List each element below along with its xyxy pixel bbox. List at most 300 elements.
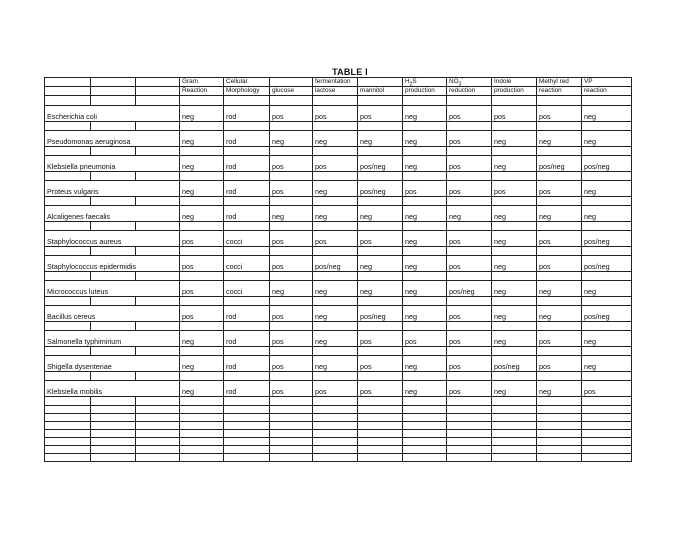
result-cell: neg bbox=[537, 281, 582, 297]
empty-cell bbox=[313, 172, 358, 181]
result-cell: pos bbox=[537, 106, 582, 122]
result-cell: neg bbox=[180, 131, 224, 147]
result-cell: neg bbox=[313, 181, 358, 197]
result-cell: pos bbox=[537, 256, 582, 272]
empty-cell bbox=[403, 147, 447, 156]
header-cell: mannitol bbox=[358, 87, 403, 96]
empty-cell bbox=[224, 272, 270, 281]
empty-cell bbox=[45, 422, 91, 430]
empty-cell bbox=[492, 322, 537, 331]
empty-cell bbox=[492, 122, 537, 131]
empty-cell bbox=[582, 147, 632, 156]
result-cell: neg bbox=[403, 381, 447, 397]
result-cell: rod bbox=[224, 306, 270, 322]
result-cell: neg bbox=[313, 356, 358, 372]
empty-cell bbox=[447, 430, 492, 438]
result-cell: neg bbox=[180, 181, 224, 197]
result-cell: neg bbox=[180, 106, 224, 122]
empty-cell bbox=[403, 122, 447, 131]
empty-cell bbox=[136, 422, 180, 430]
result-cell: neg bbox=[492, 131, 537, 147]
result-cell: pos bbox=[270, 356, 313, 372]
empty-cell bbox=[358, 397, 403, 406]
result-cell: pos bbox=[270, 331, 313, 347]
result-cell: neg bbox=[492, 256, 537, 272]
empty-cell bbox=[45, 438, 91, 446]
empty-cell bbox=[270, 438, 313, 446]
empty-cell bbox=[582, 438, 632, 446]
result-cell: neg bbox=[403, 306, 447, 322]
empty-cell bbox=[91, 438, 136, 446]
result-cell: pos/neg bbox=[537, 156, 582, 172]
result-cell: pos bbox=[537, 356, 582, 372]
result-cell: rod bbox=[224, 381, 270, 397]
empty-cell bbox=[136, 347, 180, 356]
empty-cell bbox=[358, 96, 403, 106]
empty-cell bbox=[313, 322, 358, 331]
empty-cell bbox=[492, 272, 537, 281]
empty-cell bbox=[582, 397, 632, 406]
empty-cell bbox=[91, 406, 136, 414]
empty-cell bbox=[358, 430, 403, 438]
blank-row bbox=[45, 414, 632, 422]
empty-cell bbox=[313, 430, 358, 438]
empty-cell bbox=[224, 446, 270, 454]
result-cell: neg bbox=[582, 356, 632, 372]
empty-cell bbox=[537, 247, 582, 256]
empty-cell bbox=[537, 222, 582, 231]
empty-cell bbox=[180, 172, 224, 181]
empty-cell bbox=[270, 347, 313, 356]
empty-cell bbox=[537, 347, 582, 356]
organism-name: Klebsiella pneumonia bbox=[45, 156, 180, 172]
organism-name: Escherichia coli bbox=[45, 106, 180, 122]
result-cell: neg bbox=[492, 156, 537, 172]
empty-cell bbox=[582, 96, 632, 106]
result-cell: neg bbox=[582, 331, 632, 347]
spacer-row bbox=[45, 272, 632, 281]
empty-cell bbox=[358, 414, 403, 422]
header-cell: Reaction bbox=[180, 87, 224, 96]
empty-cell bbox=[403, 454, 447, 462]
empty-cell bbox=[180, 430, 224, 438]
empty-cell bbox=[180, 372, 224, 381]
result-cell: neg bbox=[180, 156, 224, 172]
empty-cell bbox=[492, 446, 537, 454]
result-cell: pos bbox=[180, 256, 224, 272]
table-title: TABLE I bbox=[332, 67, 368, 77]
result-cell: pos bbox=[270, 106, 313, 122]
empty-cell bbox=[180, 347, 224, 356]
header-cell: lactose bbox=[313, 87, 358, 96]
empty-cell bbox=[492, 347, 537, 356]
header-cell: reaction bbox=[537, 87, 582, 96]
empty-cell bbox=[537, 406, 582, 414]
empty-cell bbox=[403, 372, 447, 381]
empty-cell bbox=[403, 446, 447, 454]
empty-cell bbox=[582, 372, 632, 381]
empty-cell bbox=[447, 197, 492, 206]
result-cell: pos bbox=[270, 306, 313, 322]
blank-row bbox=[45, 438, 632, 446]
header-cell: Indole bbox=[492, 78, 537, 87]
empty-cell bbox=[537, 438, 582, 446]
header-cell: Methyl red bbox=[537, 78, 582, 87]
empty-cell bbox=[492, 372, 537, 381]
empty-cell bbox=[447, 414, 492, 422]
empty-cell bbox=[492, 147, 537, 156]
empty-cell bbox=[224, 438, 270, 446]
empty-cell bbox=[91, 222, 136, 231]
result-cell: pos bbox=[180, 231, 224, 247]
empty-cell bbox=[91, 247, 136, 256]
table-row bbox=[45, 281, 632, 297]
spacer-row bbox=[45, 347, 632, 356]
spacer-row bbox=[45, 397, 632, 406]
empty-cell bbox=[270, 322, 313, 331]
empty-cell bbox=[313, 422, 358, 430]
empty-cell bbox=[270, 172, 313, 181]
empty-cell bbox=[45, 272, 91, 281]
result-cell: neg bbox=[358, 206, 403, 222]
header-cell bbox=[136, 78, 180, 87]
empty-cell bbox=[447, 347, 492, 356]
header-cell bbox=[45, 78, 91, 87]
empty-cell bbox=[224, 197, 270, 206]
empty-cell bbox=[358, 406, 403, 414]
empty-cell bbox=[224, 454, 270, 462]
table-row bbox=[45, 181, 632, 197]
empty-cell bbox=[537, 322, 582, 331]
empty-cell bbox=[45, 372, 91, 381]
blank-row bbox=[45, 454, 632, 462]
empty-cell bbox=[270, 372, 313, 381]
spacer-row bbox=[45, 322, 632, 331]
header-cell: reduction bbox=[447, 87, 492, 96]
blank-row bbox=[45, 430, 632, 438]
empty-cell bbox=[582, 347, 632, 356]
empty-cell bbox=[136, 397, 180, 406]
empty-cell bbox=[270, 122, 313, 131]
header-cell bbox=[270, 78, 313, 87]
empty-cell bbox=[45, 222, 91, 231]
result-cell: pos/neg bbox=[582, 306, 632, 322]
empty-cell bbox=[313, 96, 358, 106]
header-cell: Gram bbox=[180, 78, 224, 87]
empty-cell bbox=[403, 406, 447, 414]
spacer-row bbox=[45, 372, 632, 381]
table-row bbox=[45, 356, 632, 372]
empty-cell bbox=[91, 430, 136, 438]
empty-cell bbox=[492, 247, 537, 256]
header-row-2 bbox=[45, 87, 632, 96]
empty-cell bbox=[136, 122, 180, 131]
organism-name: Alcaligenes faecalis bbox=[45, 206, 180, 222]
empty-cell bbox=[313, 297, 358, 306]
empty-cell bbox=[447, 438, 492, 446]
empty-cell bbox=[45, 96, 91, 106]
empty-cell bbox=[313, 197, 358, 206]
result-cell: pos bbox=[447, 256, 492, 272]
table-row bbox=[45, 206, 632, 222]
empty-cell bbox=[492, 222, 537, 231]
empty-cell bbox=[136, 446, 180, 454]
spacer-row bbox=[45, 222, 632, 231]
empty-cell bbox=[91, 397, 136, 406]
empty-cell bbox=[582, 446, 632, 454]
result-cell: pos/neg bbox=[492, 356, 537, 372]
empty-cell bbox=[91, 454, 136, 462]
result-cell: pos/neg bbox=[582, 231, 632, 247]
result-cell: pos bbox=[313, 231, 358, 247]
empty-cell bbox=[91, 96, 136, 106]
empty-cell bbox=[45, 397, 91, 406]
empty-cell bbox=[492, 96, 537, 106]
empty-cell bbox=[447, 454, 492, 462]
empty-cell bbox=[582, 197, 632, 206]
empty-cell bbox=[180, 414, 224, 422]
empty-cell bbox=[91, 322, 136, 331]
result-cell: pos bbox=[358, 331, 403, 347]
result-cell: cocci bbox=[224, 281, 270, 297]
empty-cell bbox=[224, 414, 270, 422]
empty-cell bbox=[91, 446, 136, 454]
empty-cell bbox=[270, 147, 313, 156]
empty-cell bbox=[91, 122, 136, 131]
result-cell: pos bbox=[358, 106, 403, 122]
empty-cell bbox=[492, 197, 537, 206]
empty-cell bbox=[270, 272, 313, 281]
empty-cell bbox=[358, 172, 403, 181]
empty-cell bbox=[224, 347, 270, 356]
result-cell: cocci bbox=[224, 256, 270, 272]
empty-cell bbox=[180, 322, 224, 331]
empty-cell bbox=[358, 372, 403, 381]
empty-cell bbox=[313, 272, 358, 281]
empty-cell bbox=[45, 297, 91, 306]
empty-cell bbox=[270, 446, 313, 454]
result-cell: neg bbox=[313, 281, 358, 297]
result-cell: neg bbox=[180, 356, 224, 372]
empty-cell bbox=[45, 122, 91, 131]
empty-cell bbox=[45, 172, 91, 181]
empty-cell bbox=[537, 446, 582, 454]
empty-cell bbox=[582, 222, 632, 231]
empty-cell bbox=[447, 147, 492, 156]
result-cell: pos bbox=[447, 331, 492, 347]
empty-cell bbox=[358, 446, 403, 454]
empty-cell bbox=[447, 272, 492, 281]
blank-row bbox=[45, 406, 632, 414]
empty-cell bbox=[136, 197, 180, 206]
result-cell: pos/neg bbox=[447, 281, 492, 297]
result-cell: rod bbox=[224, 206, 270, 222]
empty-cell bbox=[91, 147, 136, 156]
empty-cell bbox=[537, 147, 582, 156]
result-cell: pos bbox=[447, 156, 492, 172]
result-cell: neg bbox=[582, 181, 632, 197]
organism-name: Staphylococcus epidermidis bbox=[45, 256, 180, 272]
result-cell: neg bbox=[270, 131, 313, 147]
result-cell: neg bbox=[537, 206, 582, 222]
result-cell: neg bbox=[403, 281, 447, 297]
empty-cell bbox=[403, 397, 447, 406]
result-cell: neg bbox=[492, 331, 537, 347]
result-cell: pos/neg bbox=[582, 156, 632, 172]
table-row bbox=[45, 381, 632, 397]
result-cell: neg bbox=[403, 106, 447, 122]
result-cell: pos bbox=[492, 181, 537, 197]
organism-name: Shigella dysenteriae bbox=[45, 356, 180, 372]
empty-cell bbox=[492, 297, 537, 306]
empty-cell bbox=[180, 222, 224, 231]
header-cell: Cellular bbox=[224, 78, 270, 87]
empty-cell bbox=[537, 422, 582, 430]
result-cell: neg bbox=[537, 306, 582, 322]
result-cell: pos/neg bbox=[582, 256, 632, 272]
empty-cell bbox=[224, 147, 270, 156]
empty-cell bbox=[180, 272, 224, 281]
result-cell: cocci bbox=[224, 231, 270, 247]
empty-cell bbox=[403, 96, 447, 106]
empty-cell bbox=[224, 96, 270, 106]
empty-cell bbox=[313, 406, 358, 414]
empty-cell bbox=[180, 422, 224, 430]
spacer-row bbox=[45, 172, 632, 181]
empty-cell bbox=[224, 406, 270, 414]
empty-cell bbox=[45, 446, 91, 454]
empty-cell bbox=[537, 414, 582, 422]
result-cell: pos bbox=[537, 331, 582, 347]
result-cell: neg bbox=[403, 256, 447, 272]
empty-cell bbox=[582, 454, 632, 462]
empty-cell bbox=[91, 414, 136, 422]
empty-cell bbox=[537, 172, 582, 181]
empty-cell bbox=[537, 96, 582, 106]
spacer-row bbox=[45, 247, 632, 256]
header-cell bbox=[136, 87, 180, 96]
empty-cell bbox=[537, 197, 582, 206]
empty-cell bbox=[91, 172, 136, 181]
empty-cell bbox=[224, 297, 270, 306]
empty-cell bbox=[403, 322, 447, 331]
result-cell: pos bbox=[492, 106, 537, 122]
empty-cell bbox=[180, 438, 224, 446]
empty-cell bbox=[136, 96, 180, 106]
result-cell: pos bbox=[180, 281, 224, 297]
result-cell: pos bbox=[403, 331, 447, 347]
table-row bbox=[45, 306, 632, 322]
empty-cell bbox=[403, 347, 447, 356]
empty-cell bbox=[537, 272, 582, 281]
header-cell bbox=[91, 78, 136, 87]
empty-cell bbox=[537, 372, 582, 381]
result-cell: neg bbox=[270, 206, 313, 222]
empty-cell bbox=[91, 272, 136, 281]
empty-cell bbox=[180, 454, 224, 462]
result-cell: neg bbox=[180, 331, 224, 347]
empty-cell bbox=[358, 272, 403, 281]
empty-cell bbox=[358, 422, 403, 430]
result-cell: pos/neg bbox=[313, 256, 358, 272]
result-cell: neg bbox=[180, 381, 224, 397]
empty-cell bbox=[403, 422, 447, 430]
empty-cell bbox=[180, 247, 224, 256]
empty-cell bbox=[358, 322, 403, 331]
empty-cell bbox=[447, 446, 492, 454]
empty-cell bbox=[313, 414, 358, 422]
empty-cell bbox=[313, 372, 358, 381]
result-cell: neg bbox=[403, 131, 447, 147]
organism-name: Micrococcus luteus bbox=[45, 281, 180, 297]
empty-cell bbox=[270, 247, 313, 256]
result-cell: rod bbox=[224, 156, 270, 172]
empty-cell bbox=[224, 372, 270, 381]
empty-cell bbox=[537, 297, 582, 306]
empty-cell bbox=[270, 96, 313, 106]
result-cell: neg bbox=[537, 381, 582, 397]
empty-cell bbox=[358, 347, 403, 356]
empty-cell bbox=[136, 414, 180, 422]
result-cell: pos bbox=[270, 381, 313, 397]
empty-cell bbox=[403, 222, 447, 231]
empty-cell bbox=[136, 272, 180, 281]
header-cell: $NO_3^-$ bbox=[447, 78, 492, 87]
result-cell: pos bbox=[313, 156, 358, 172]
empty-cell bbox=[270, 430, 313, 438]
empty-cell bbox=[403, 247, 447, 256]
empty-cell bbox=[447, 372, 492, 381]
empty-cell bbox=[447, 247, 492, 256]
empty-cell bbox=[91, 422, 136, 430]
empty-cell bbox=[358, 454, 403, 462]
header-cell bbox=[45, 87, 91, 96]
empty-cell bbox=[224, 397, 270, 406]
empty-cell bbox=[91, 197, 136, 206]
empty-cell bbox=[91, 297, 136, 306]
result-cell: pos bbox=[447, 181, 492, 197]
empty-cell bbox=[270, 414, 313, 422]
empty-cell bbox=[358, 122, 403, 131]
empty-cell bbox=[403, 297, 447, 306]
spacer-row bbox=[45, 147, 632, 156]
empty-cell bbox=[180, 406, 224, 414]
empty-cell bbox=[136, 430, 180, 438]
empty-cell bbox=[403, 272, 447, 281]
empty-cell bbox=[136, 222, 180, 231]
result-cell: neg bbox=[447, 206, 492, 222]
result-cell: pos/neg bbox=[358, 306, 403, 322]
header-cell: glucose bbox=[270, 87, 313, 96]
result-cell: pos bbox=[537, 181, 582, 197]
empty-cell bbox=[492, 406, 537, 414]
result-cell: neg bbox=[492, 281, 537, 297]
empty-cell bbox=[270, 397, 313, 406]
empty-cell bbox=[358, 147, 403, 156]
result-cell: rod bbox=[224, 106, 270, 122]
result-cell: neg bbox=[492, 381, 537, 397]
result-cell: neg bbox=[582, 106, 632, 122]
empty-cell bbox=[447, 397, 492, 406]
empty-cell bbox=[358, 222, 403, 231]
empty-cell bbox=[180, 197, 224, 206]
result-cell: neg bbox=[403, 356, 447, 372]
empty-cell bbox=[224, 422, 270, 430]
empty-cell bbox=[224, 122, 270, 131]
header-cell: production bbox=[403, 87, 447, 96]
result-cell: rod bbox=[224, 356, 270, 372]
result-cell: neg bbox=[492, 206, 537, 222]
